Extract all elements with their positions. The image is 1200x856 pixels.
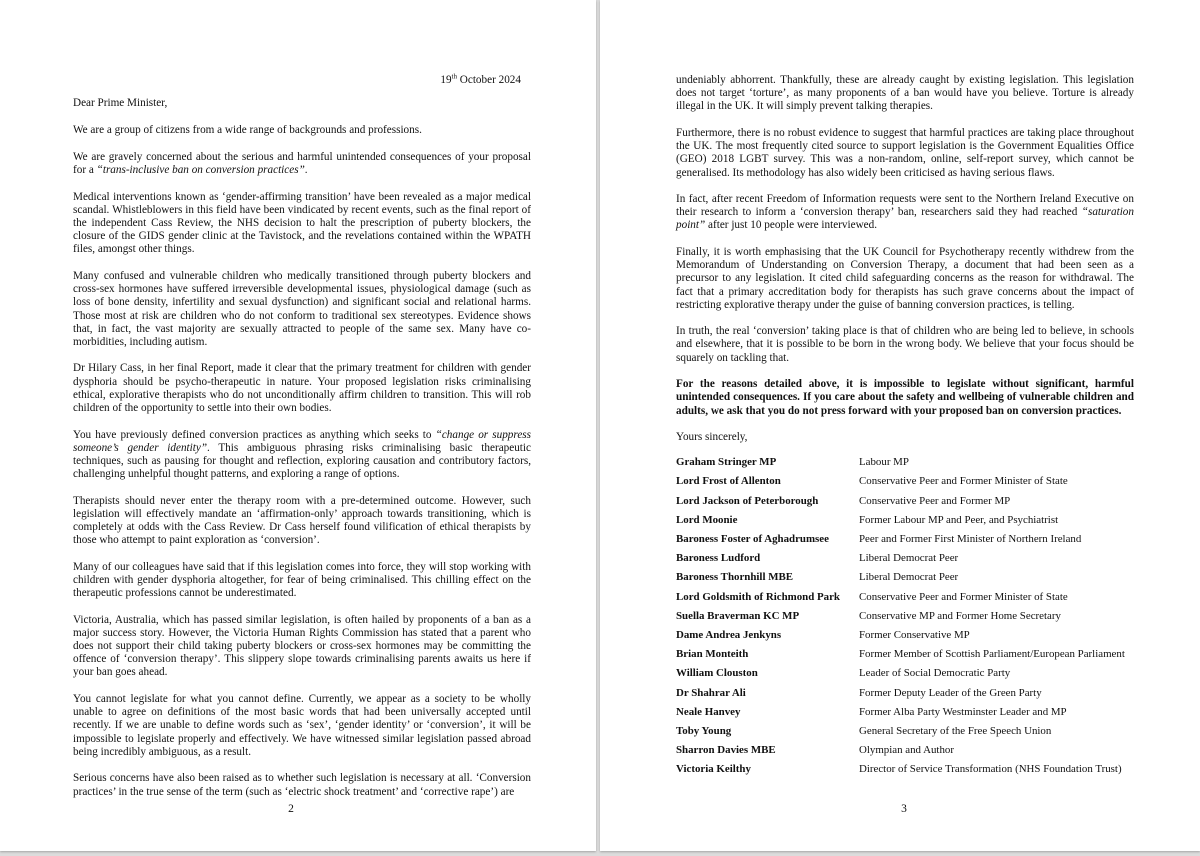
date-suffix: th bbox=[451, 72, 457, 81]
signatory-name: Lord Moonie bbox=[676, 513, 738, 526]
signatory-row bbox=[676, 629, 1156, 648]
signatory-name: Baroness Ludford bbox=[676, 552, 761, 565]
signatory-row bbox=[676, 610, 1156, 629]
signatory-name: Victoria Keilthy bbox=[676, 763, 751, 776]
signatory-name: William Clouston bbox=[676, 667, 758, 680]
salutation: Dear Prime Minister, bbox=[73, 97, 168, 110]
right-paragraphs bbox=[676, 74, 1134, 365]
signatory-row bbox=[676, 552, 1156, 571]
signatory-row bbox=[676, 456, 1156, 475]
paragraph-text: . This ambiguous phrasing risks criminalising basic therapeutic techniques, such as pausing for thought and reflection, exploring causation and contributory factors, challenging unhelpful thought patterns, and exploring a range of options. bbox=[73, 441, 531, 481]
signatory-name: Graham Stringer MP bbox=[676, 456, 777, 469]
page-3 bbox=[600, 0, 1200, 851]
body-paragraph: Serious concerns have also been raised as to whether such legislation is necessary at all. ‘Conversion practices’ in the true sense of the term (such as ‘electric shock treatment’ and ‘corrective rape’) are bbox=[73, 772, 531, 798]
letter-date bbox=[73, 74, 531, 87]
paragraph-text: You have previously defined conversion practices as anything which seeks to bbox=[73, 428, 436, 441]
signatory-role: General Secretary of the Free Speech Union bbox=[859, 724, 1052, 737]
paragraph-text: after just 10 people were interviewed. bbox=[705, 219, 878, 232]
signatory-role: Conservative Peer and Former MP bbox=[859, 494, 1011, 507]
signatory-name: Lord Jackson of Peterborough bbox=[676, 494, 819, 507]
signatory-role: Liberal Democrat Peer bbox=[859, 571, 959, 584]
page-number-right: 3 bbox=[901, 803, 907, 815]
signatory-role: Former Conservative MP bbox=[859, 628, 970, 641]
paragraph-text: . bbox=[304, 164, 308, 177]
body-paragraph: Medical interventions known as ‘gender-affirming transition’ have been revealed as a major medical scandal. Whistleblowers in this field have been vindicated by recent events, such as the final report of the independent Cass Review, the NHS decision to halt the prescription of puberty blockers, the closure of the GIDS gender clinic at the Tavistock, and the revelations contained within the WPATH files, amongst other things. bbox=[73, 190, 531, 256]
signatory-row bbox=[676, 667, 1156, 686]
signatory-role: Former Member of Scottish Parliament/European Parliament bbox=[859, 648, 1125, 661]
italic-quote: “change or suppress someone’s gender identity” bbox=[73, 428, 531, 454]
body-paragraph: Victoria, Australia, which has passed similar legislation, is often hailed by proponents of a ban as a major success story. However, the Victoria Human Rights Commission has stated that a parent who does not support their child taking puberty blockers or cross-sex hormones may be committing the offence of ‘conversion therapy’. This slippery slope towards criminalising parents awaits us here if your ban goes ahead. bbox=[73, 613, 531, 679]
signatory-row bbox=[676, 533, 1156, 552]
page-2 bbox=[0, 0, 596, 851]
closing: Yours sincerely, bbox=[676, 431, 748, 444]
signatory-name: Dr Shahrar Ali bbox=[676, 686, 746, 699]
signatory-role: Conservative Peer and Former Minister of State bbox=[859, 590, 1068, 603]
signatory-row bbox=[676, 763, 1156, 782]
date-month-year: October 2024 bbox=[459, 74, 521, 86]
signatory-role: Former Labour MP and Peer, and Psychiatrist bbox=[859, 513, 1059, 526]
signatory-role: Conservative Peer and Former Minister of State bbox=[859, 475, 1068, 488]
body-paragraph: Therapists should never enter the therapy room with a pre-determined outcome. However, such legislation will effectively mandate an ‘affirmation-only’ approach towards transitioning, which is completely at odds with the Cass Review. Dr Cass herself found vilification of ethical therapists by those who attempt to paint exploration as ‘conversion’. bbox=[73, 494, 531, 547]
signatory-row bbox=[676, 514, 1156, 533]
body-paragraph: You cannot legislate for what you cannot define. Currently, we appear as a society to be wholly unable to agree on definitions of the most basic words that had been universally accepted until recently. If we are unable to define words such as ‘sex’, ‘gender identity’ or ‘conversion’, it will be impossible to legislate properly and effectively. We have witnessed similar legislation passed abroad being incredibly ambiguous, as a result. bbox=[73, 692, 531, 758]
signatory-role: Labour MP bbox=[859, 456, 909, 469]
italic-quote: “trans-inclusive ban on conversion practices” bbox=[96, 164, 305, 177]
body-paragraph bbox=[73, 429, 531, 482]
body-paragraph: In truth, the real ‘conversion’ taking place is that of children who are being led to believe, in schools and elsewhere, that it is possible to be born in the wrong body. We believe that your focus should be squarely on tackling that. bbox=[676, 325, 1134, 364]
signatory-name: Neale Hanvey bbox=[676, 705, 741, 718]
signatory-row bbox=[676, 495, 1156, 514]
body-paragraph: Many confused and vulnerable children who medically transitioned through puberty blockers and cross-sex hormones have suffered irreversible developmental issues, physiological damage (such as loss of bone density, infertility and sexual dysfunction) and significant social and relational harms. Those most at risk are children who do not conform to traditional sex stereotypes. Evidence shows that, in fact, the vast majority are sexually attracted to people of the same sex. Many have co-morbidities, including autism. bbox=[73, 269, 531, 348]
page-3-content bbox=[676, 74, 1134, 782]
signatory-name: Suella Braverman KC MP bbox=[676, 609, 800, 622]
signatory-name: Brian Monteith bbox=[676, 648, 749, 661]
body-paragraph: undeniably abhorrent. Thankfully, these are already caught by existing legislation. This legislation does not target ‘torture’, as many proponents of a ban would have you believe. Torture is already illegal in the UK. It will simply prevent talking therapies. bbox=[676, 74, 1134, 113]
signatory-row bbox=[676, 648, 1156, 667]
body-paragraph: Dr Hilary Cass, in her final Report, made it clear that the primary treatment for children with gender dysphoria should be psycho-therapeutic in nature. Your proposed legislation risks criminalising ethical, explorative therapists who do not unconditionally affirm children to transition. This will rob children of the opportunity to settle into their own bodies. bbox=[73, 362, 531, 415]
body-paragraph bbox=[73, 151, 531, 177]
signatory-name: Baroness Thornhill MBE bbox=[676, 571, 794, 584]
paragraph-text: We are gravely concerned about the serious and harmful unintended consequences of your proposal for a bbox=[73, 150, 531, 177]
signatory-role: Olympian and Author bbox=[859, 744, 954, 757]
signatory-name: Sharron Davies MBE bbox=[676, 744, 776, 757]
signatory-row bbox=[676, 744, 1156, 763]
signatory-name: Toby Young bbox=[676, 724, 732, 737]
page-2-content bbox=[73, 74, 531, 812]
signatories-table bbox=[676, 456, 1156, 782]
signatory-row bbox=[676, 687, 1156, 706]
body-paragraph: Furthermore, there is no robust evidence to suggest that harmful practices are taking place throughout the UK. The most frequently cited source to support legislation is the Government Equalities Office (GEO) 2018 LGBT survey. This was a non-random, online, self-report survey, which cannot be generalised. Its methodology has also widely been criticised as having serious flaws. bbox=[676, 126, 1134, 179]
signatory-name: Lord Frost of Allenton bbox=[676, 475, 781, 488]
italic-quote: “saturation point” bbox=[676, 206, 1134, 232]
signatory-row bbox=[676, 706, 1156, 725]
date-day: 19 bbox=[440, 74, 452, 86]
signatory-row bbox=[676, 591, 1156, 610]
signatory-role: Former Alba Party Westminster Leader and MP bbox=[859, 705, 1067, 718]
signatory-role: Leader of Social Democratic Party bbox=[859, 667, 1011, 680]
signatory-row bbox=[676, 475, 1156, 494]
signatory-role: Former Deputy Leader of the Green Party bbox=[859, 686, 1042, 699]
signatory-role: Liberal Democrat Peer bbox=[859, 552, 959, 565]
body-paragraph: Many of our colleagues have said that if this legislation comes into force, they will stop working with children with gender dysphoria altogether, for fear of being criminalised. This chilling effect on the therapeutic professions cannot be underestimated. bbox=[73, 560, 531, 600]
left-paragraphs bbox=[73, 124, 531, 798]
body-paragraph: We are a group of citizens from a wide range of backgrounds and professions. bbox=[73, 124, 422, 137]
signatory-role: Director of Service Transformation (NHS Foundation Trust) bbox=[859, 763, 1122, 776]
signatory-row bbox=[676, 571, 1156, 590]
bold-conclusion-paragraph: For the reasons detailed above, it is impossible to legislate without significant, harmful unintended consequences. If you care about the safety and wellbeing of vulnerable children and adults, we ask that you do not press forward with your proposed ban on conversion practices. bbox=[676, 378, 1134, 417]
body-paragraph bbox=[676, 193, 1134, 233]
signatory-role: Peer and Former First Minister of Northern Ireland bbox=[859, 533, 1082, 545]
signatory-name: Dame Andrea Jenkyns bbox=[676, 628, 782, 641]
body-paragraph: Finally, it is worth emphasising that the UK Council for Psychotherapy recently withdrew from the Memorandum of Understanding on Conversion Therapy, a document that had been seen as a precursor to any legislation. It cited child safeguarding concerns as the reason for withdrawal. The fact that a primary accreditation body for therapists has such grave concerns about the impact of restricting explorative therapy under the guise of banning conversion practices, is telling. bbox=[676, 245, 1134, 311]
signatory-role: Conservative MP and Former Home Secretary bbox=[859, 609, 1061, 622]
signatory-row bbox=[676, 725, 1156, 744]
signatory-name: Lord Goldsmith of Richmond Park bbox=[676, 590, 840, 603]
signatory-name: Baroness Foster of Aghadrumsee bbox=[676, 533, 829, 545]
page-number-left: 2 bbox=[288, 803, 294, 815]
paragraph-text: In fact, after recent Freedom of Information requests were sent to the Northern Ireland Executive on their research to inform a ‘conversion therapy’ ban, researchers said they had reached bbox=[676, 193, 1134, 219]
